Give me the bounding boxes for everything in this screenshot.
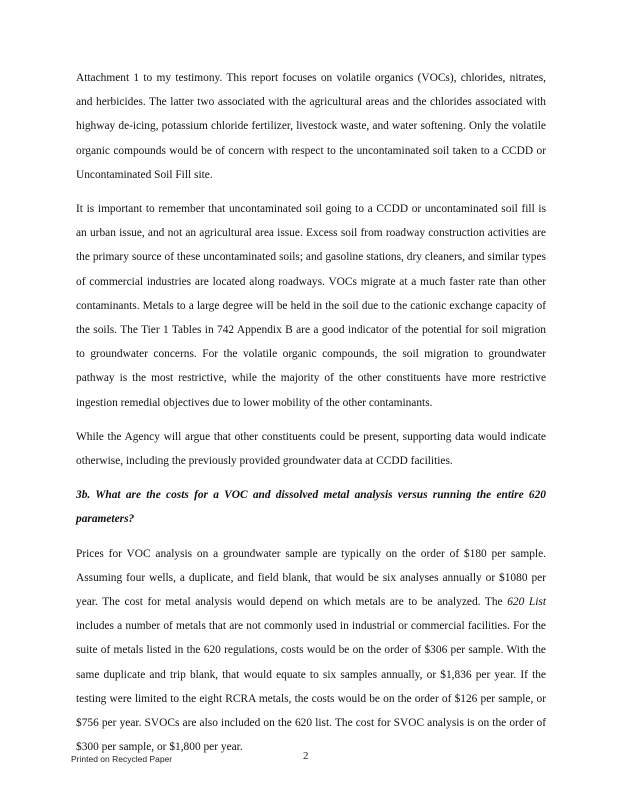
footer-recycled-note: Printed on Recycled Paper	[71, 754, 173, 764]
document-body	[76, 66, 546, 769]
page-number: 2	[303, 750, 309, 762]
paragraph-costs-part2: includes a number of metals that are not commonly used in industrial or commercial facilities. For the suite of metals listed in the 620 regulations, costs would be on the order of $306 per sample. With the same duplicate and trip blank, that would equate to six samples annually, or $1,836 per year. If the testing were limited to the eight RCRA metals, the costs would be on the order of $126 per sample, or $756 per year. SVOCs are also included on the 620 list. The cost for SVOC analysis is on the order of $300 per sample, or $1,800 per year.	[76, 620, 546, 754]
paragraph-1: Attachment 1 to my testimony. This report focuses on volatile organics (VOCs), chlorides, nitrates, and herbicides. The latter two associated with the agricultural areas and the chlorides associated with highway de-icing, potassium chloride fertilizer, livestock waste, and water softening. Only the volatile organic compounds would be of concern with respect to the uncontaminated soil taken to a CCDD or Uncontaminated Soil Fill site.	[76, 72, 546, 181]
section-heading: 3b. What are the costs for a VOC and dissolved metal analysis versus running the entire 620 parameters?	[76, 489, 546, 526]
paragraph-costs	[76, 542, 546, 760]
paragraph-costs-italic: 620 List	[507, 596, 547, 609]
paragraph-costs-part1: Prices for VOC analysis on a groundwater sample are typically on the order of $180 per sample. Assuming four wells, a duplicate, and field blank, that would be six analyses annually or $1080 per year. The cost for metal analysis would depend on which metals are to be analyzed. The	[76, 547, 546, 609]
paragraph-2: It is important to remember that uncontaminated soil going to a CCDD or uncontaminated soil fill is an urban issue, and not an agricultural area issue. Excess soil from roadway construction activities are the primary source of these uncontaminated soils; and gasoline stations, dry cleaners, and similar types of commercial industries are located along roadways. VOCs migrate at a much faster rate than other contaminants. Metals to a large degree will be held in the soil due to the cationic exchange capacity of the soils. The Tier 1 Tables in 742 Appendix B are a good indicator of the potential for soil migration to groundwater concerns. For the volatile organic compounds, the soil migration to groundwater pathway is the most restrictive, while the majority of the other constituents have more restrictive ingestion remedial objectives due to lower mobility of the other contaminants.	[76, 203, 546, 409]
paragraph-3: While the Agency will argue that other constituents could be present, supporting data would indicate otherwise, including the previously provided groundwater data at CCDD facilities.	[76, 430, 546, 468]
